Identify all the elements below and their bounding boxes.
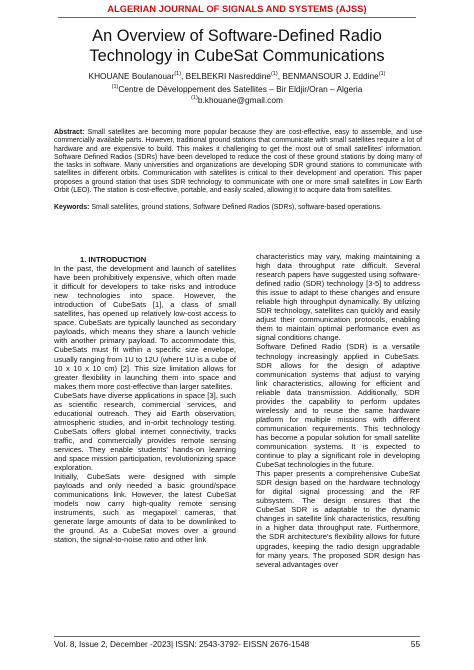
affiliation-line [30,82,444,95]
paragraph: In the past, the development and launch of satellites have been prohibitively expensive, which often made it difficult for developers to take risks and introduce new technologies into space. However, the introduction of CubeSats [1], a class of small satellites, has opened up relatively low-cost access to space. CubeSats are typically launched as secondary payloads, which means they share a launch vehicle with another primary payload. To accommodate this, CubeSats must fit within a specific size envelope, usually ranging from 1U to 12U (where 1U is a cube of 10 x 10 x 10 cm) [2]. This size limitation allows for greater flexibility in launching them into space and makes them more cost-effective than larger satellites. [54,264,236,391]
paragraph: characteristics may vary, making maintaining a high data throughput rate difficult. Several research papers have suggested using software-defined radio (SDR) technology [3-5] to address this issue to adapt to these changes and ensure reliable high throughput dynamically. By utilizing SDR technology, satellites can quickly and easily adjust their communication protocols, enabling them to maintain optimal performance even as signal conditions change. [256,252,420,343]
abstract-label: Abstract: [54,129,85,136]
title-line-2: Technology in CubeSat Communications [89,47,385,65]
author-affiliation-mark: (1) [174,71,182,77]
author-block [30,69,444,94]
abstract-text: Small satellites are becoming more popular because they are cost-effective, easy to assemble, and use commercially available parts. However, traditional ground stations that communicate with small satellites require a lot of hardware and are expensive to build. This makes it challenging to get the most out of small satellites' information. Software Defined Radios (SDRs) have been developed to reduce the cost of these ground stations by doing many of the tasks in software. Many universities and organizations are developing SDR ground stations to communicate with satellites in different orbits. Communication with satellites is critical to their development and operation. This paper proposes a ground station that uses SDR technology to communicate with one or more small satellites in Low Earth Orbit (LEO). The station is cost-effective, portable, and easily scaled, allowing it to acquire data from satellites. [54,129,422,195]
email-line [0,95,474,105]
header-rule [58,17,416,18]
left-column [54,255,236,545]
affiliation-mark: (1) [111,83,119,90]
paper-title [40,26,434,66]
abstract [54,129,422,195]
journal-header: ALGERIAN JOURNAL OF SIGNALS AND SYSTEMS (AJSS) [107,4,367,14]
paragraph: CubeSats have diverse applications in space [3], such as scientific research, commercial services, and educational outreach. They aid Earth observation, atmospheric studies, and in-orbit technology testing. CubeSats offers global internet connectivity, tracks traffic, and commercially provides remote sensing services. They enable students' hands-on learning and space mission participation, revolutionizing space exploration. [54,390,236,473]
author-name: BENMANSOUR J. Eddine [282,71,379,81]
footer-rule [54,636,420,637]
author-name: KHOUANE Boulanouar [88,71,175,81]
keywords-text: Small satellites, ground stations, Software Defined Radios (SDRs), software-based operations. [91,204,382,211]
paragraph: This paper presents a comprehensive CubeSat SDR design based on the hardware technology for digital signal processing and the RF subsystem. The design ensures that the CubeSat SDR is adaptable to the dynamic changes in satellite link characteristics, resulting in a higher data throughput rate. Furthermore, the SDR architecture's flexibility allows for future upgrades, keeping the radio design upgradable for many years. The proposed SDR design has several advantages over [256,469,420,569]
paragraph: Initially, CubeSats were designed with simple payloads and only needed a basic ground/space communications link. However, the latest CubeSat models now carry high-quality remote sensing instruments, such as megapixel cameras, that generate large amounts of data to be downlinked to the ground. As a CubeSat moves over a ground station, the signal-to-noise ratio and other link [54,472,236,545]
author-affiliation-mark: (1) [271,71,278,77]
right-column [256,252,420,569]
author-line: KHOUANE Boulanouar$^{(1)}$, BELBEKRI Nasreddine$^{(1)}$, BENMANSOUR J. Eddine$^{(1)}$ [88,71,386,81]
footer-citation: Vol. 8, Issue 2, December -2023| ISSN: 2543-3792- EISSN 2676-1548 [54,640,310,649]
author-email[interactable]: b.khouane@gmail.com [197,95,283,105]
author-affiliation-mark: (1) [378,71,386,77]
paragraph: Software Defined Radio (SDR) is a versatile technology increasingly applied in CubeSats. SDR allows for the design of adaptive communication systems that adjust to varying link characteristics, allowing for efficient and reliable data transmission. Additionally, SDR provides the capability to perform updates wirelessly and to reuse the same hardware platform for multiple missions with different communication requirements. This technology has become a popular solution for small satellite communication systems. It is expected to continue to play a significant role in developing CubeSat technologies in the future. [256,342,420,470]
keywords [54,204,422,212]
page-number: 55 [410,640,420,649]
section-heading: 1. INTRODUCTION [80,255,147,264]
affiliation: Centre de Développement des Satellites – Bir Eldjir/Oran – Algeria [118,83,363,94]
page-footer [54,640,420,649]
keywords-label: Keywords: [54,204,90,211]
title-line-1: An Overview of Software-Defined Radio [92,27,382,45]
author-name: BELBEKRI Nasreddine [185,71,271,81]
email-mark: (1) [191,95,198,101]
